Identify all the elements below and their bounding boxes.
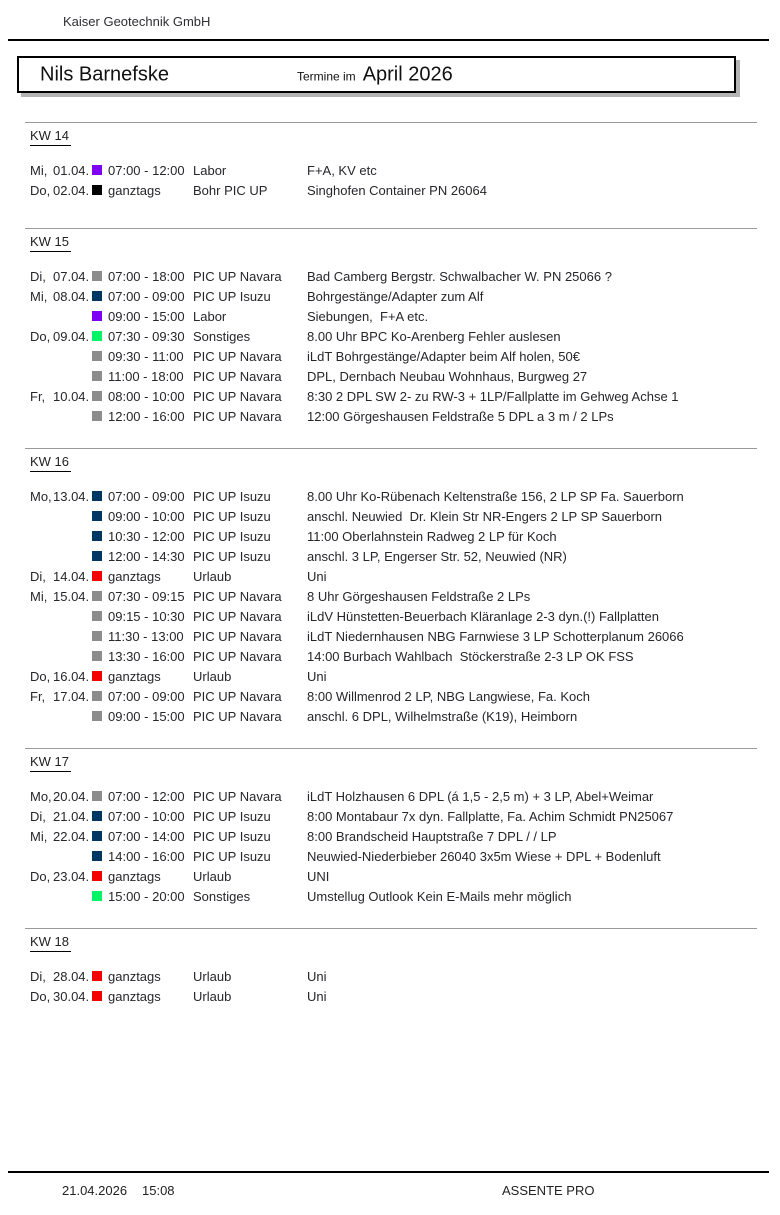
appointment-category: PIC UP Isuzu — [193, 488, 271, 504]
category-color-square — [92, 351, 102, 361]
category-color-square — [92, 551, 102, 561]
category-color-square — [92, 411, 102, 421]
week-label: KW 15 — [30, 234, 71, 252]
appointment-category: Sonstiges — [193, 888, 251, 904]
appointment-date: 10.04. — [53, 388, 90, 404]
appointment-day: Do, — [30, 988, 51, 1004]
title-box — [17, 56, 736, 93]
category-color-square — [92, 711, 102, 721]
appointment-date: 01.04. — [53, 162, 90, 178]
appointment-day: Di, — [30, 268, 46, 284]
category-color-square — [92, 511, 102, 521]
appointment-description: Uni — [307, 668, 327, 684]
category-color-square — [92, 991, 102, 1001]
appointment-row — [0, 686, 780, 706]
appointment-description: 14:00 Burbach Wahlbach Stöckerstraße 2-3 LP OK FSS — [307, 648, 634, 664]
appointment-time: 07:00 - 09:00 — [108, 288, 185, 304]
appointment-row — [0, 826, 780, 846]
appointment-row — [0, 586, 780, 606]
appointment-description: Uni — [307, 988, 327, 1004]
appointment-time: 12:00 - 14:30 — [108, 548, 185, 564]
appointment-row — [0, 846, 780, 866]
appointment-description: 8:00 Montabaur 7x dyn. Fallplatte, Fa. Achim Schmidt PN25067 — [307, 808, 674, 824]
appointment-day: Fr, — [30, 688, 46, 704]
appointment-time: 07:30 - 09:30 — [108, 328, 185, 344]
appointment-time: 13:30 - 16:00 — [108, 648, 185, 664]
category-color-square — [92, 651, 102, 661]
appointment-description: Neuwied-Niederbieber 26040 3x5m Wiese + DPL + Bodenluft — [307, 848, 661, 864]
appointment-description: Singhofen Container PN 26064 — [307, 182, 487, 198]
appointment-time: 07:00 - 09:00 — [108, 688, 185, 704]
appointment-description: DPL, Dernbach Neubau Wohnhaus, Burgweg 27 — [307, 368, 588, 384]
appointment-category: PIC UP Isuzu — [193, 828, 271, 844]
appointment-time: ganztags — [108, 968, 161, 984]
category-color-square — [92, 531, 102, 541]
appointment-time: 07:30 - 09:15 — [108, 588, 185, 604]
company-name: Kaiser Geotechnik GmbH — [63, 14, 211, 29]
appointment-time: 09:00 - 15:00 — [108, 708, 185, 724]
appointment-category: Urlaub — [193, 868, 232, 884]
appointment-category: PIC UP Navara — [193, 708, 282, 724]
appointment-date: 30.04. — [53, 988, 90, 1004]
appointment-row — [0, 706, 780, 726]
appointment-description: anschl. Neuwied Dr. Klein Str NR-Engers 2 LP SP Sauerborn — [307, 508, 663, 524]
appointment-category: PIC UP Navara — [193, 408, 282, 424]
appointment-description: iLdT Niedernhausen NBG Farnwiese 3 LP Schotterplanum 26066 — [307, 628, 684, 644]
appointment-time: 09:30 - 11:00 — [108, 348, 184, 364]
appointment-day: Mi, — [30, 162, 48, 178]
person-name: Nils Barnefske — [40, 63, 169, 85]
appointment-description: anschl. 6 DPL, Wilhelmstraße (K19), Heimborn — [307, 708, 578, 724]
week-divider — [25, 748, 757, 749]
appointment-description: anschl. 3 LP, Engerser Str. 52, Neuwied (NR) — [307, 548, 567, 564]
appointment-row — [0, 526, 780, 546]
appointment-day: Mi, — [30, 588, 48, 604]
appointment-date: 02.04. — [53, 182, 90, 198]
appointment-time: ganztags — [108, 182, 161, 198]
appointment-description: 8.00 Uhr BPC Ko-Arenberg Fehler auslesen — [307, 328, 561, 344]
appointment-time: ganztags — [108, 988, 161, 1004]
category-color-square — [92, 671, 102, 681]
appointment-category: PIC UP Isuzu — [193, 288, 271, 304]
appointment-time: 09:15 - 10:30 — [108, 608, 185, 624]
appointment-day: Fr, — [30, 388, 46, 404]
appointment-day: Mo, — [30, 788, 52, 804]
appointment-day: Do, — [30, 668, 51, 684]
appointment-day: Mo, — [30, 488, 52, 504]
week-divider — [25, 928, 757, 929]
appointment-time: ganztags — [108, 668, 161, 684]
appointment-time: 12:00 - 16:00 — [108, 408, 185, 424]
category-color-square — [92, 491, 102, 501]
appointment-row — [0, 286, 780, 306]
appointment-day: Do, — [30, 328, 51, 344]
appointment-time: 07:00 - 14:00 — [108, 828, 185, 844]
appointment-category: PIC UP Navara — [193, 268, 282, 284]
appointment-row — [0, 806, 780, 826]
appointment-description: F+A, KV etc — [307, 162, 377, 178]
appointment-row — [0, 506, 780, 526]
appointment-time: ganztags — [108, 868, 161, 884]
appointment-row — [0, 346, 780, 366]
week-divider — [25, 228, 757, 229]
appointment-description: 8:30 2 DPL SW 2- zu RW-3 + 1LP/Fallplatte im Gehweg Achse 1 — [307, 388, 679, 404]
header-divider — [8, 39, 769, 41]
appointment-day: Di, — [30, 808, 46, 824]
appointment-row — [0, 626, 780, 646]
appointment-row — [0, 886, 780, 906]
appointment-day: Di, — [30, 568, 46, 584]
appointment-time: 10:30 - 12:00 — [108, 528, 185, 544]
category-color-square — [92, 371, 102, 381]
appointment-category: Urlaub — [193, 668, 232, 684]
appointment-category: PIC UP Navara — [193, 588, 282, 604]
appointment-row — [0, 666, 780, 686]
report-title-prefix: Termine im — [297, 69, 356, 83]
appointment-category: PIC UP Isuzu — [193, 808, 271, 824]
appointment-date: 23.04. — [53, 868, 90, 884]
appointment-date: 20.04. — [53, 788, 90, 804]
appointment-description: Uni — [307, 568, 327, 584]
category-color-square — [92, 291, 102, 301]
appointment-row — [0, 180, 780, 200]
appointment-description: Bad Camberg Bergstr. Schwalbacher W. PN 25066 ? — [307, 268, 612, 284]
appointment-day: Mi, — [30, 828, 48, 844]
appointment-category: Urlaub — [193, 968, 232, 984]
appointment-day: Mi, — [30, 288, 48, 304]
appointment-date: 28.04. — [53, 968, 90, 984]
appointment-time: 07:00 - 12:00 — [108, 788, 185, 804]
appointment-date: 17.04. — [53, 688, 90, 704]
appointment-description: 11:00 Oberlahnstein Radweg 2 LP für Koch — [307, 528, 557, 544]
appointment-category: PIC UP Navara — [193, 608, 282, 624]
appointment-date: 09.04. — [53, 328, 90, 344]
appointment-time: 11:00 - 18:00 — [108, 368, 184, 384]
appointment-category: PIC UP Navara — [193, 388, 282, 404]
appointment-description: iLdT Holzhausen 6 DPL (á 1,5 - 2,5 m) + 3 LP, Abel+Weimar — [307, 788, 654, 804]
appointment-row — [0, 646, 780, 666]
appointment-date: 16.04. — [53, 668, 90, 684]
appointment-date: 21.04. — [53, 808, 90, 824]
footer-print-date: 21.04.2026 — [62, 1183, 128, 1198]
appointment-time: 09:00 - 15:00 — [108, 308, 185, 324]
appointment-category: Bohr PIC UP — [193, 182, 268, 198]
appointment-time: 07:00 - 10:00 — [108, 808, 185, 824]
appointment-category: Urlaub — [193, 568, 232, 584]
report-title — [297, 63, 453, 86]
appointment-date: 07.04. — [53, 268, 90, 284]
appointment-description: 12:00 Görgeshausen Feldstraße 5 DPL a 3 m / 2 LPs — [307, 408, 614, 424]
category-color-square — [92, 691, 102, 701]
appointment-row — [0, 986, 780, 1006]
appointment-time: 14:00 - 16:00 — [108, 848, 185, 864]
appointment-description: UNI — [307, 868, 330, 884]
appointment-row — [0, 306, 780, 326]
appointment-description: Umstellug Outlook Kein E-Mails mehr möglich — [307, 888, 572, 904]
category-color-square — [92, 571, 102, 581]
category-color-square — [92, 891, 102, 901]
appointment-category: PIC UP Isuzu — [193, 508, 271, 524]
category-color-square — [92, 185, 102, 195]
appointment-time: 07:00 - 18:00 — [108, 268, 185, 284]
category-color-square — [92, 971, 102, 981]
category-color-square — [92, 591, 102, 601]
appointment-time: 11:30 - 13:00 — [108, 628, 184, 644]
report-title-month: April 2026 — [362, 63, 453, 85]
category-color-square — [92, 391, 102, 401]
category-color-square — [92, 271, 102, 281]
appointment-description: iLdV Hünstetten-Beuerbach Kläranlage 2-3 dyn.(!) Fallplatten — [307, 608, 659, 624]
appointment-category: PIC UP Navara — [193, 648, 282, 664]
category-color-square — [92, 631, 102, 641]
appointment-time: 15:00 - 20:00 — [108, 888, 185, 904]
appointment-description: iLdT Bohrgestänge/Adapter beim Alf holen, 50€ — [307, 348, 580, 364]
week-label: KW 18 — [30, 934, 71, 952]
appointment-time: 07:00 - 12:00 — [108, 162, 185, 178]
footer-print-time: 15:08 — [142, 1183, 175, 1198]
appointment-date: 15.04. — [53, 588, 90, 604]
appointment-date: 13.04. — [53, 488, 90, 504]
appointment-row — [0, 966, 780, 986]
appointment-row — [0, 786, 780, 806]
appointment-category: PIC UP Navara — [193, 688, 282, 704]
appointment-row — [0, 326, 780, 346]
appointment-row — [0, 866, 780, 886]
appointment-row — [0, 366, 780, 386]
appointment-row — [0, 486, 780, 506]
category-color-square — [92, 831, 102, 841]
appointment-time: 09:00 - 10:00 — [108, 508, 185, 524]
appointment-day: Di, — [30, 968, 46, 984]
appointment-date: 14.04. — [53, 568, 90, 584]
appointment-time: 07:00 - 09:00 — [108, 488, 185, 504]
appointment-category: PIC UP Isuzu — [193, 528, 271, 544]
appointment-date: 22.04. — [53, 828, 90, 844]
appointment-description: 8.00 Uhr Ko-Rübenach Keltenstraße 156, 2 LP SP Fa. Sauerborn — [307, 488, 684, 504]
appointment-row — [0, 406, 780, 426]
appointment-row — [0, 160, 780, 180]
appointment-category: PIC UP Isuzu — [193, 848, 271, 864]
category-color-square — [92, 871, 102, 881]
appointment-category: Labor — [193, 308, 227, 324]
category-color-square — [92, 311, 102, 321]
appointment-row — [0, 566, 780, 586]
category-color-square — [92, 165, 102, 175]
category-color-square — [92, 791, 102, 801]
appointment-day: Do, — [30, 182, 51, 198]
appointment-category: Urlaub — [193, 988, 232, 1004]
appointment-description: Siebungen, F+A etc. — [307, 308, 429, 324]
appointment-category: Labor — [193, 162, 227, 178]
appointment-row — [0, 386, 780, 406]
appointment-category: PIC UP Navara — [193, 788, 282, 804]
appointment-category: Sonstiges — [193, 328, 251, 344]
week-divider — [25, 122, 757, 123]
category-color-square — [92, 851, 102, 861]
category-color-square — [92, 811, 102, 821]
appointment-description: 8:00 Brandscheid Hauptstraße 7 DPL / / LP — [307, 828, 557, 844]
appointment-time: 08:00 - 10:00 — [108, 388, 185, 404]
footer-divider — [8, 1171, 769, 1173]
appointment-date: 08.04. — [53, 288, 90, 304]
footer-app-name: ASSENTE PRO — [502, 1183, 595, 1198]
category-color-square — [92, 611, 102, 621]
appointment-category: PIC UP Navara — [193, 368, 282, 384]
appointment-day: Do, — [30, 868, 51, 884]
appointment-description: 8:00 Willmenrod 2 LP, NBG Langwiese, Fa. Koch — [307, 688, 591, 704]
appointment-category: PIC UP Navara — [193, 628, 282, 644]
appointment-description: Uni — [307, 968, 327, 984]
appointment-description: 8 Uhr Görgeshausen Feldstraße 2 LPs — [307, 588, 531, 604]
category-color-square — [92, 331, 102, 341]
appointment-row — [0, 266, 780, 286]
appointment-time: ganztags — [108, 568, 161, 584]
appointment-description: Bohrgestänge/Adapter zum Alf — [307, 288, 484, 304]
appointment-row — [0, 546, 780, 566]
appointment-category: PIC UP Isuzu — [193, 548, 271, 564]
week-label: KW 14 — [30, 128, 71, 146]
week-label: KW 17 — [30, 754, 71, 772]
week-divider — [25, 448, 757, 449]
week-label: KW 16 — [30, 454, 71, 472]
appointment-row — [0, 606, 780, 626]
appointment-category: PIC UP Navara — [193, 348, 282, 364]
